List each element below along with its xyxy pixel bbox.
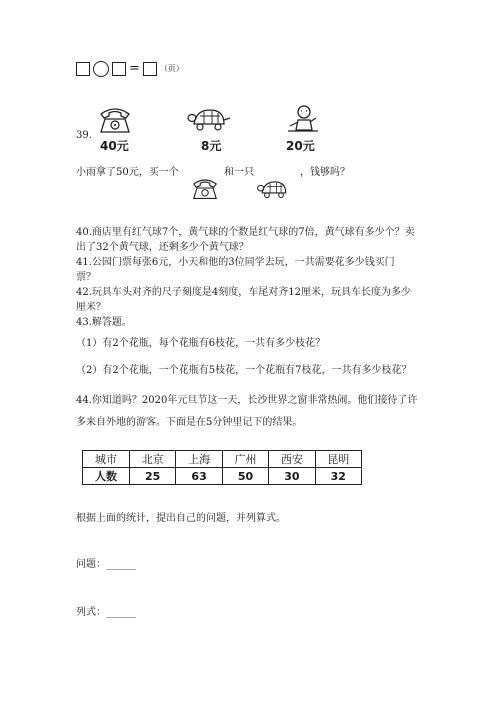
table-cell: 63: [176, 468, 222, 485]
equals-sign: =: [129, 61, 140, 76]
q39-question-part3: ，钱够吗？: [300, 167, 350, 178]
table-cell: 西安: [269, 451, 315, 468]
price-label: 40元: [100, 139, 129, 153]
tortoise-toy-icon: [256, 178, 292, 200]
q40-line1: 40.商店里有红气球7个，黄气球的个数是红气球的7倍，黄气球有多少个？卖: [76, 227, 415, 238]
q39-question-part1: 小雨拿了50元，买一个: [76, 167, 179, 178]
table-cell: 32: [315, 468, 361, 485]
blank-box: [112, 62, 126, 76]
table-cell: 昆明: [315, 451, 361, 468]
table-header-row: [83, 451, 362, 468]
table-cell: 30: [269, 468, 315, 485]
table-row: [83, 468, 362, 485]
statistics-table: [82, 450, 362, 485]
price-label: 20元: [286, 139, 315, 153]
table-cell: 25: [130, 468, 176, 485]
table-cell: 北京: [130, 451, 176, 468]
q41-line2: 票？: [76, 272, 96, 283]
q44-instruction: 根据上面的统计，提出自己的问题，并列算式。: [76, 513, 286, 524]
tortoise-toy-icon: [186, 106, 232, 132]
q43-title: 43.解答题。: [76, 317, 132, 328]
table-cell: 广州: [222, 451, 268, 468]
q39-number: 39.: [76, 130, 92, 141]
q44-line2: 多来自外地的游客。下面是在5分钟里记下的结果。: [76, 417, 303, 428]
table-cell: 50: [222, 468, 268, 485]
price-label: 8元: [201, 139, 222, 153]
q43-part1: （1）有2个花瓶，每个花瓶有6枝花，一共有多少枝花？: [76, 338, 326, 349]
q39-question-part2: 和一只: [224, 167, 254, 178]
table-cell: 上海: [176, 451, 222, 468]
q44-line1: 44.你知道吗？2020年元旦节这一天，长沙世界之窗非常热闹。他们接待了许: [76, 395, 418, 406]
q41-line1: 41.公园门票每张6元，小天和他的3位同学去玩，一共需要花多少钱买门: [76, 257, 395, 268]
q42-line1: 42.玩具车头对齐的尺子刻度是4刻度，车尾对齐12厘米，玩具车长度为多少: [76, 287, 411, 298]
table-cell: 城市: [83, 451, 130, 468]
formula-answer-blank[interactable]: 列式：______: [76, 607, 136, 618]
blank-box: [143, 62, 157, 76]
child-toy-icon: [284, 104, 320, 134]
q42-line2: 厘米？: [76, 302, 106, 313]
telephone-icon: [97, 104, 133, 134]
q40-line2: 出了32个黄气球，还剩多少个黄气球？: [76, 242, 249, 253]
equation-row: [76, 60, 184, 78]
telephone-icon: [190, 176, 220, 200]
table-cell: 人数: [83, 468, 130, 485]
operator-circle: [93, 61, 109, 77]
blank-box: [76, 62, 90, 76]
q43-part2: （2）有2个花瓶，一个花瓶有5枝花，一个花瓶有7枝花，一共有多少枝花？: [76, 365, 412, 376]
question-answer-blank[interactable]: 问题：______: [76, 559, 136, 570]
unit-label: （页）: [159, 64, 184, 73]
